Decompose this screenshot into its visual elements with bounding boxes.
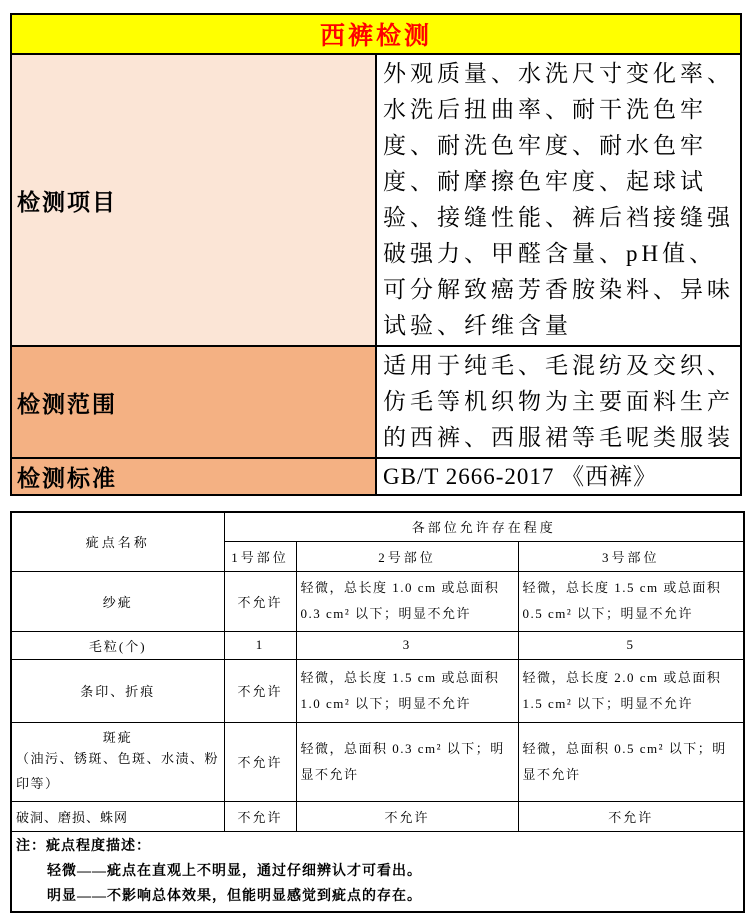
notes-title: 疵点程度描述：: [46, 838, 151, 854]
part1-value: 1: [224, 631, 296, 659]
test-items-row: [11, 54, 741, 346]
defect-name: 破洞、磨损、蛛网: [11, 801, 224, 831]
part1-value: 不允许: [224, 571, 296, 631]
notes-title-line: [16, 834, 739, 859]
table-row-hole: [11, 801, 744, 831]
notes-row: [11, 831, 744, 912]
page-title: 西裤检测: [11, 14, 741, 54]
notes-block: [11, 831, 744, 912]
notes-label: 注：: [16, 838, 46, 854]
defect-name: 斑疵: [102, 730, 133, 745]
part3-value: 不允许: [518, 801, 744, 831]
part1-value: 不允许: [224, 722, 296, 801]
defect-name-detail: （油污、锈斑、色斑、水渍、粉印等）: [16, 751, 220, 791]
part1-value: 不允许: [224, 801, 296, 831]
table-row-stain: [11, 722, 744, 801]
table-row-yarn-defect: [11, 571, 744, 631]
test-items-label: 检测项目: [11, 54, 376, 346]
part2-value: 3: [296, 631, 518, 659]
part3-header: 3号部位: [518, 541, 744, 571]
defect-allowance-table: [10, 511, 745, 913]
part2-value: 轻微，总面积 0.3 cm² 以下；明显不允许: [296, 722, 518, 801]
test-scope-content: 适用于纯毛、毛混纺及交织、仿毛等机织物为主要面料生产的西裤、西服裙等毛呢类服装: [376, 346, 741, 458]
part1-value: 不允许: [224, 659, 296, 722]
test-standard-content: GB/T 2666-2017 《西裤》: [376, 458, 741, 495]
inspection-info-table: [10, 13, 742, 496]
table-row-crease: [11, 659, 744, 722]
test-scope-row: [11, 346, 741, 458]
part3-value: 轻微，总面积 0.5 cm² 以下；明显不允许: [518, 722, 744, 801]
test-scope-label: 检测范围: [11, 346, 376, 458]
defect-name: 条印、折痕: [11, 659, 224, 722]
part2-value: 轻微，总长度 1.5 cm 或总面积 1.0 cm² 以下；明显不允许: [296, 659, 518, 722]
defect-name: 纱疵: [11, 571, 224, 631]
part3-value: 轻微，总长度 1.5 cm 或总面积 0.5 cm² 以下；明显不允许: [518, 571, 744, 631]
note-line-obvious: 明显——不影响总体效果，但能明显感觉到疵点的存在。: [47, 888, 422, 904]
test-standard-label: 检测标准: [11, 458, 376, 495]
test-standard-row: [11, 458, 741, 495]
title-row: [11, 14, 741, 54]
allowance-group-header: 各部位允许存在程度: [224, 512, 744, 541]
defect-header-group-row: [11, 512, 744, 541]
part2-header: 2号部位: [296, 541, 518, 571]
table-row-pilling: [11, 631, 744, 659]
test-items-content: 外观质量、水洗尺寸变化率、水洗后扭曲率、耐干洗色牢度、耐洗色牢度、耐水色牢度、耐摩擦色牢度、起球试验、接缝性能、裤后裆接缝强破强力、甲醛含量、pH值、可分解致癌芳香胺染料、异味试验、纤维含量: [376, 54, 741, 346]
note-line-slight: 轻微——疵点在直观上不明显，通过仔细辨认才可看出。: [47, 863, 422, 879]
defect-name: 毛粒(个): [11, 631, 224, 659]
part3-value: 5: [518, 631, 744, 659]
defect-name-cell: [11, 722, 224, 801]
part2-value: 不允许: [296, 801, 518, 831]
part3-value: 轻微，总长度 2.0 cm 或总面积 1.5 cm² 以下；明显不允许: [518, 659, 744, 722]
defect-name-header: 疵点名称: [11, 512, 224, 571]
part2-value: 轻微，总长度 1.0 cm 或总面积 0.3 cm² 以下；明显不允许: [296, 571, 518, 631]
part1-header: 1号部位: [224, 541, 296, 571]
